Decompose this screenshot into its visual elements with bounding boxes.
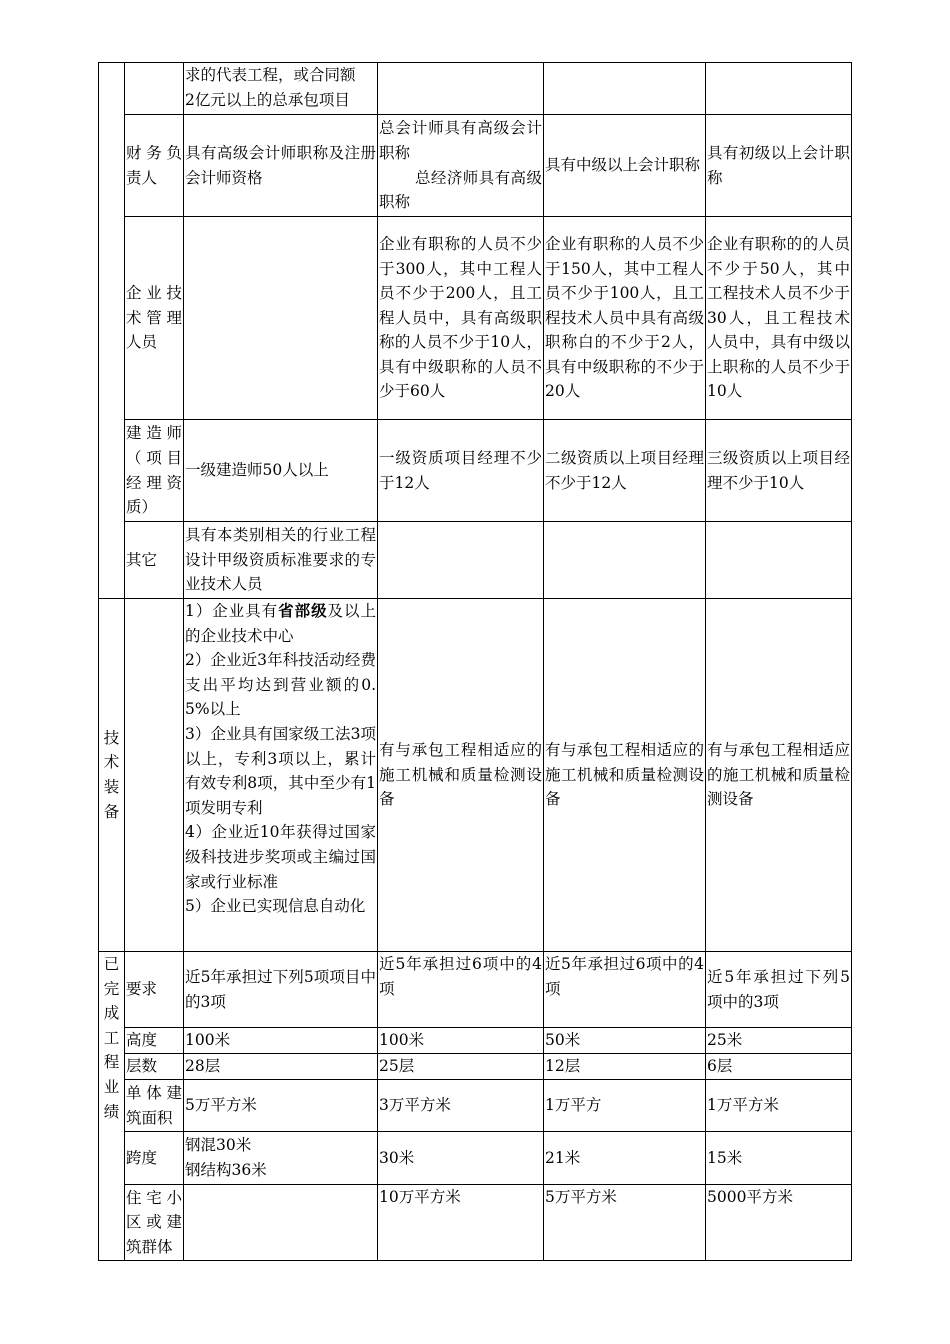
cell-grade-1 <box>378 63 544 115</box>
table-row <box>99 1054 852 1080</box>
table-row <box>99 217 852 420</box>
row-label-finance: 财务负责人 <box>125 115 184 217</box>
cell-grade-1: 3万平方米 <box>378 1080 544 1132</box>
cell-grade-1: 30米 <box>378 1132 544 1185</box>
section-label-equipment: 技术装备 <box>99 599 125 952</box>
table-row <box>99 1185 852 1261</box>
cell-grade-special <box>184 63 378 115</box>
cell-text: 总会计师具有高级会计职称 <box>379 119 542 162</box>
cell-grade-special: 100米 <box>184 1028 378 1054</box>
section-label-performance: 已完成工程业绩 <box>99 952 125 1261</box>
cell-grade-special: 一级建造师50人以上 <box>184 420 378 522</box>
cell-grade-3: 6层 <box>706 1054 852 1080</box>
table-row <box>99 420 852 522</box>
cell-grade-1: 有与承包工程相适应的施工机械和质量检测设备 <box>378 599 544 952</box>
table-row <box>99 522 852 599</box>
cell-grade-2: 12层 <box>544 1054 706 1080</box>
cell-grade-3: 5000平方米 <box>706 1185 852 1261</box>
table-row <box>99 1132 852 1185</box>
cell-grade-special: 近5年承担过下列5项项目中的3项 <box>184 952 378 1028</box>
cell-grade-2: 二级资质以上项目经理不少于12人 <box>544 420 706 522</box>
cell-grade-special: 具有高级会计师职称及注册会计师资格 <box>184 115 378 217</box>
row-label-height: 高度 <box>125 1028 184 1054</box>
table-row <box>99 599 852 952</box>
row-label-span: 跨度 <box>125 1132 184 1185</box>
equipment-item-4: 4）企业近10年获得过国家级科技进步奖项或主编过国家或行业标准 <box>185 823 376 891</box>
cell-grade-3 <box>706 63 852 115</box>
cell-grade-3: 1万平方米 <box>706 1080 852 1132</box>
table-row <box>99 115 852 217</box>
row-label-residential: 住宅小区或建筑群体 <box>125 1185 184 1261</box>
equipment-item-2: 2）企业近3年科技活动经费支出平均达到营业额的0.5%以上 <box>185 651 376 719</box>
cell-grade-1: 10万平方米 <box>378 1185 544 1261</box>
cell-grade-special: 28层 <box>184 1054 378 1080</box>
cell-grade-2: 50米 <box>544 1028 706 1054</box>
cell-grade-special <box>184 1132 378 1185</box>
cell-grade-2 <box>544 63 706 115</box>
cell-grade-1: 近5年承担过6项中的4项 <box>378 952 544 1028</box>
cell-grade-1: 25层 <box>378 1054 544 1080</box>
cell-grade-special <box>184 599 378 952</box>
row-label-cell <box>125 599 184 952</box>
equipment-item-3: 3）企业具有国家级工法3项以上，专利3项以上，累计有效专利8项，其中至少有1项发明专利 <box>185 724 376 817</box>
qualification-standards-table <box>98 62 852 1261</box>
cell-grade-3: 15米 <box>706 1132 852 1185</box>
cell-grade-2 <box>544 522 706 599</box>
cell-grade-1: 企业有职称的人员不少于300人，其中工程人员不少于200人，且工程人员中，具有高级职称的人员不少于10人，具有中级职称的人员不少于60人 <box>378 217 544 420</box>
row-label-cell <box>125 63 184 115</box>
row-label-requirement: 要求 <box>125 952 184 1028</box>
cell-grade-special <box>184 1185 378 1261</box>
table-row <box>99 1028 852 1054</box>
cell-grade-special: 具有本类别相关的行业工程设计甲级资质标准要求的专业技术人员 <box>184 522 378 599</box>
cell-text: 钢结构36米 <box>185 1161 267 1179</box>
cell-grade-2: 具有中级以上会计职称 <box>544 115 706 217</box>
equipment-item-1: 1）企业具有省部级及以上的企业技术中心 <box>185 602 376 645</box>
cell-grade-2: 1万平方 <box>544 1080 706 1132</box>
cell-grade-3: 企业有职称的的人员不少于50人，其中工程技术人员不少于30人，且工程技术人员中，具有中级以上职称的人员不少于10人 <box>706 217 852 420</box>
cell-text: 钢混30米 <box>185 1136 252 1155</box>
cell-grade-3 <box>706 522 852 599</box>
section-cell-personnel <box>99 63 125 599</box>
cell-grade-3: 有与承包工程相适应的施工机械和质量检测设备 <box>706 599 852 952</box>
cell-grade-3: 近5年承担过下列5项中的3项 <box>706 952 852 1028</box>
cell-grade-2: 近5年承担过6项中的4项 <box>544 952 706 1028</box>
row-label-floors: 层数 <box>125 1054 184 1080</box>
cell-grade-3: 具有初级以上会计职称 <box>706 115 852 217</box>
cell-grade-3: 三级资质以上项目经理不少于10人 <box>706 420 852 522</box>
table-row <box>99 952 852 1028</box>
cell-text: 2亿元以上的总承包项目 <box>185 90 350 109</box>
cell-grade-1: 100米 <box>378 1028 544 1054</box>
cell-grade-2: 5万平方米 <box>544 1185 706 1261</box>
cell-grade-2: 有与承包工程相适应的施工机械和质量检测设备 <box>544 599 706 952</box>
row-label-tech-management: 企业技术管理人员 <box>125 217 184 420</box>
cell-grade-special: 5万平方米 <box>184 1080 378 1132</box>
cell-grade-2: 21米 <box>544 1132 706 1185</box>
cell-grade-special <box>184 217 378 420</box>
table-row <box>99 1080 852 1132</box>
cell-text: 总经济师具有高级职称 <box>379 168 542 212</box>
row-label-area: 单体建筑面积 <box>125 1080 184 1132</box>
cell-grade-1 <box>378 522 544 599</box>
row-label-builder: 建造师（项目经理资质） <box>125 420 184 522</box>
cell-grade-1 <box>378 115 544 217</box>
equipment-item-5: 5）企业已实现信息自动化 <box>185 897 366 916</box>
cell-text: 求的代表工程，或合同额 <box>185 66 356 84</box>
cell-grade-1: 一级资质项目经理不少于12人 <box>378 420 544 522</box>
table-row <box>99 63 852 115</box>
row-label-other: 其它 <box>125 522 184 599</box>
cell-grade-2: 企业有职称的人员不少于150人，其中工程人员不少于100人，且工程技术人员中具有高级职称白的不少于2人，具有中级职称的不少于20人 <box>544 217 706 420</box>
cell-grade-3: 25米 <box>706 1028 852 1054</box>
